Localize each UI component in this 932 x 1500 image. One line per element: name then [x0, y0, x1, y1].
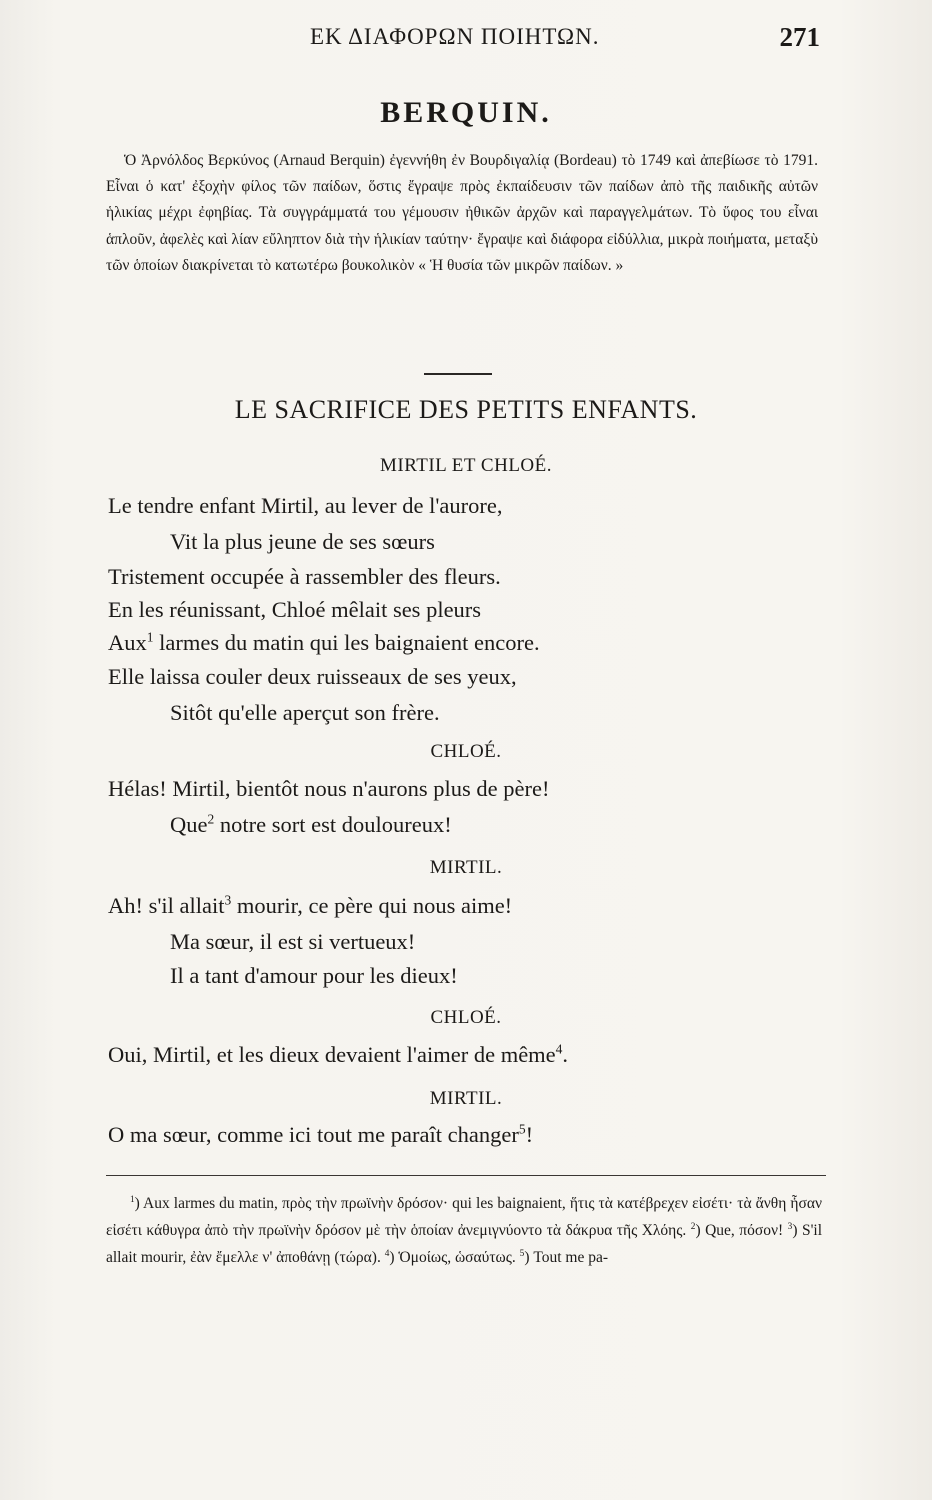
footnote-3: ) S'il allait mourir, ἐὰν ἔμελλε ν' ἀποθάνῃ (τώρα). — [106, 1222, 822, 1266]
footnote-1: ) Aux larmes du matin, πρὸς τὴν πρωϊνὴν δρόσον· qui les baignaient, ἥτις τὰ κατέβρεχεν εἰσέτι· τὰ ἄνθη ἦσαν εἰσέτι κάθυγρα ἀπὸ τὴν πρωϊνὴν δρόσον μὲ τὴν ὁποίαν ἀνεμιγνύοντο τὰ δάκρυα τῆς Χλόης. — [106, 1195, 822, 1239]
footnote-ref: 5 — [518, 1121, 526, 1137]
footnote-4: ) Ὁμοίως, ὡσαύτως. — [389, 1249, 520, 1266]
footnote-5: ) Tout me pa- — [524, 1249, 609, 1266]
speaker-heading: MIRTIL ET CHLOÉ. — [379, 455, 553, 476]
verse-line: Elle laissa couler deux ruisseaux de ses yeux, — [108, 664, 517, 689]
footnotes: $^1$) Aux larmes du matin, πρὸς τὴν πρωϊνὴν δρόσον· qui les baignaient, ἥτις τὰ κατέβρεχεν εἰσέτι· τὰ ἄνθη ἦσαν εἰσέτι κάθυγρα ἀπὸ τὴν πρωϊνὴν δρόσον μὲ τὴν ὁποίαν ἀνεμιγνύοντο τὰ δάκρυα τῆς Χλόης. $^2$) Que, πόσον! $^3$) S'il allait mourir, ἐὰν ἔμελλε ν' ἀποθάνῃ (τώρα). $^4$) Ὁμοίως, ὡσαύτως. $^5$) Tout me pa- — [106, 1194, 822, 1266]
verse-line: Tristement occupée à rassembler des fleurs. — [108, 564, 501, 589]
page-number: 271 — [779, 22, 820, 52]
footnote-ref: 3 — [224, 892, 232, 908]
footnote-2: ) Que, πόσον! — [695, 1222, 788, 1239]
footnote-divider — [106, 1175, 826, 1176]
verse-line: Ma sœur, il est si vertueux! — [170, 929, 416, 954]
verse-line: O ma sœur, comme ici tout me paraît changer$^5$! — [108, 1121, 534, 1147]
speaker-heading: MIRTIL. — [429, 857, 503, 878]
section-divider — [424, 373, 492, 375]
running-head: ΕΚ ΔΙΑΦΟΡΩΝ ΠΟΙΗΤΩΝ. — [310, 24, 600, 49]
page-header — [100, 22, 820, 56]
poem-title: LE SACRIFICE DES PETITS ENFANTS. — [234, 395, 698, 424]
speaker-heading: CHLOÉ. — [430, 741, 502, 762]
verse-line: Que$^2$ notre sort est douloureux! — [170, 811, 452, 837]
verse-line: Aux$^1$ larmes du matin qui les baignaient encore. — [108, 629, 540, 655]
verse-line: Vit la plus jeune de ses sœurs — [170, 529, 435, 554]
speaker-heading: CHLOÉ. — [430, 1007, 502, 1028]
verse-line: Il a tant d'amour pour les dieux! — [170, 963, 458, 988]
verse-line: Ah! s'il allait$^3$ mourir, ce père qui nous aime! — [108, 892, 513, 918]
author-biography: Ὁ Ἀρνόλδος Βερκύνος (Arnaud Berquin) ἐγεννήθη ἐν Βουρδιγαλίᾳ (Bordeau) τὸ 1749 καὶ ἀπεβίωσε τὸ 1791. Εἶναι ὁ κατ' ἐξοχὴν φίλος τῶν παίδων, ὅστις ἔγραψε πρὸς ἐκπαίδευσιν τῶν παίδων ἀπὸ τῆς παιδικῆς αὐτῶν ἡλικίας μέχρι ἐφηβίας. Τὰ συγγράμματά του γέμουσιν ἠθικῶν ἀρχῶν καὶ παραγγελμάτων. Τὸ ὕφος του εἶναι ἁπλοῦν, ἀφελὲς καὶ λίαν εὔληπτον διὰ τὴν ἡλικίαν ταύτην· ἔγραψε καὶ διάφορα εἰδύλλια, μικρὰ ποιήματα, μεταξὺ τῶν ὁποίων διακρίνεται τὸ κατωτέρω βουκολικὸν « Ἡ θυσία τῶν μικρῶν παίδων. » — [106, 152, 818, 274]
footnote-ref: 2 — [207, 811, 215, 827]
author-heading: BERQUIN. — [380, 96, 552, 129]
verse-line: Le tendre enfant Mirtil, au lever de l'aurore, — [108, 493, 503, 518]
verse-line: Sitôt qu'elle aperçut son frère. — [170, 700, 440, 725]
footnote-ref: 1 — [146, 629, 154, 645]
footnote-ref: 4 — [555, 1041, 563, 1057]
verse-line: En les réunissant, Chloé mêlait ses pleurs — [108, 597, 482, 622]
verse-line: Hélas! Mirtil, bientôt nous n'aurons plus de père! — [108, 776, 550, 801]
verse-line: Oui, Mirtil, et les dieux devaient l'aimer de même$^4$. — [108, 1041, 569, 1067]
speaker-heading: MIRTIL. — [429, 1088, 503, 1109]
